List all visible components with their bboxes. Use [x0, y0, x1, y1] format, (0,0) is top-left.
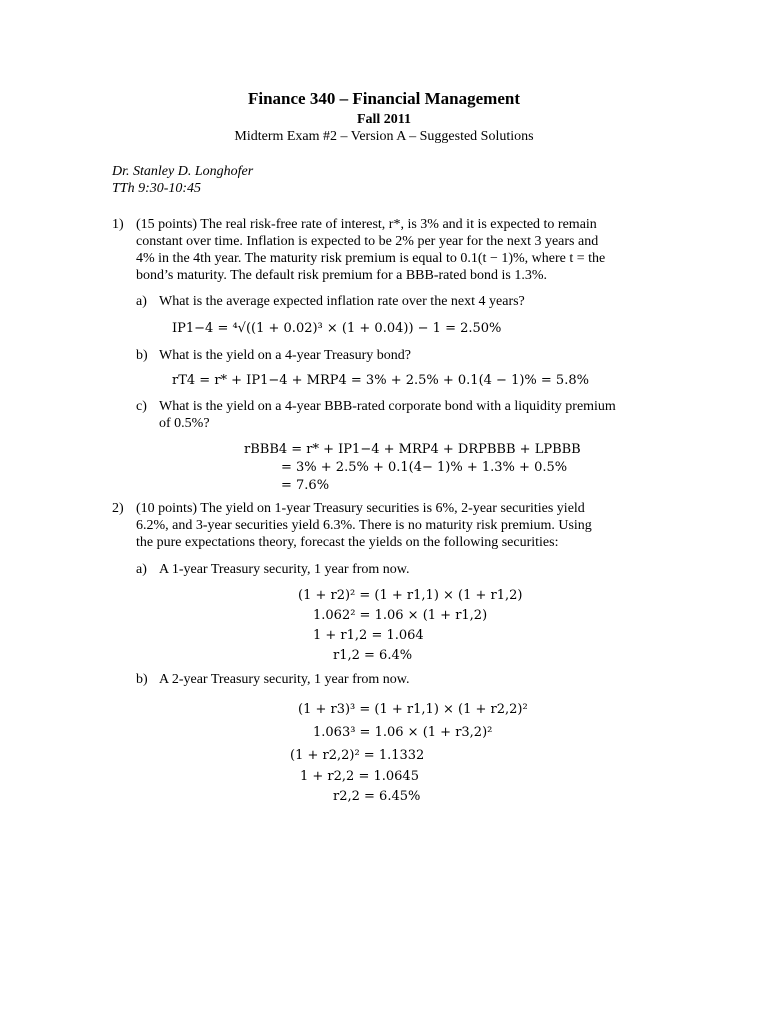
question-2b-text: A 2-year Treasury security, 1 year from now.	[159, 672, 410, 687]
question-2b-equation-5: r2,2 = 6.45%	[333, 789, 421, 804]
question-2a-label: a)	[136, 562, 147, 577]
question-1b-text: What is the yield on a 4-year Treasury bond?	[159, 348, 411, 363]
question-2-line-1: (10 points) The yield on 1-year Treasury securities is 6%, 2-year securities yield	[136, 501, 585, 516]
question-1-number: 1)	[112, 217, 124, 232]
question-2b-equation-4: 1 + r2,2 = 1.0645	[300, 769, 419, 784]
question-2b-label: b)	[136, 672, 148, 687]
question-2b-equation-3: (1 + r2,2)² = 1.1332	[290, 748, 425, 763]
question-1-line-4: bond’s maturity. The default risk premium for a BBB-rated bond is 1.3%.	[136, 268, 547, 283]
question-1b-equation: rT4 = r* + IP1−4 + MRP4 = 3% + 2.5% + 0.1(4 − 1)% = 5.8%	[172, 373, 589, 388]
question-1-line-1: (15 points) The real risk-free rate of interest, r*, is 3% and it is expected to remain	[136, 217, 597, 232]
question-1a-text: What is the average expected inflation rate over the next 4 years?	[159, 294, 525, 309]
question-2b-equation-1: (1 + r3)³ = (1 + r1,1) × (1 + r2,2)²	[298, 702, 528, 717]
question-1c-text-2: of 0.5%?	[159, 416, 210, 431]
question-1b-label: b)	[136, 348, 148, 363]
question-1-line-2: constant over time. Inflation is expected to be 2% per year for the next 3 years and	[136, 234, 599, 249]
document-title: Finance 340 – Financial Management	[248, 89, 520, 108]
question-2-line-2: 6.2%, and 3-year securities yield 6.3%. There is no maturity risk premium. Using	[136, 518, 592, 533]
question-1c-equation-3: = 7.6%	[281, 478, 330, 493]
document-term: Fall 2011	[356, 112, 412, 127]
document-subtitle: Midterm Exam #2 – Version A – Suggested Solutions	[234, 129, 534, 144]
question-2a-equation-4: r1,2 = 6.4%	[333, 648, 413, 663]
question-2a-text: A 1-year Treasury security, 1 year from now.	[159, 562, 410, 577]
instructor-name: Dr. Stanley D. Longhofer	[112, 164, 254, 179]
question-2a-equation-2: 1.062² = 1.06 × (1 + r1,2)	[313, 608, 488, 623]
question-2a-equation-3: 1 + r1,2 = 1.064	[313, 628, 424, 643]
question-1c-equation-2: = 3% + 2.5% + 0.1(4− 1)% + 1.3% + 0.5%	[281, 460, 568, 475]
question-1c-text-1: What is the yield on a 4-year BBB-rated corporate bond with a liquidity premium	[159, 399, 616, 414]
question-2-number: 2)	[112, 501, 124, 516]
question-1c-label: c)	[136, 399, 147, 414]
question-2-line-3: the pure expectations theory, forecast the yields on the following securities:	[136, 535, 559, 550]
question-1a-label: a)	[136, 294, 147, 309]
class-schedule: TTh 9:30-10:45	[112, 181, 202, 196]
question-1-line-3: 4% in the 4th year. The maturity risk premium is equal to 0.1(t − 1)%, where t = the	[136, 251, 606, 266]
question-2b-equation-2: 1.063³ = 1.06 × (1 + r3,2)²	[313, 725, 493, 740]
question-1a-equation: IP1−4 = ⁴√((1 + 0.02)³ × (1 + 0.04)) − 1 = 2.50%	[172, 321, 502, 336]
question-2a-equation-1: (1 + r2)² = (1 + r1,1) × (1 + r1,2)	[298, 588, 523, 603]
question-1c-equation-1: rBBB4 = r* + IP1−4 + MRP4 + DRPBBB + LPBBB	[244, 442, 581, 457]
